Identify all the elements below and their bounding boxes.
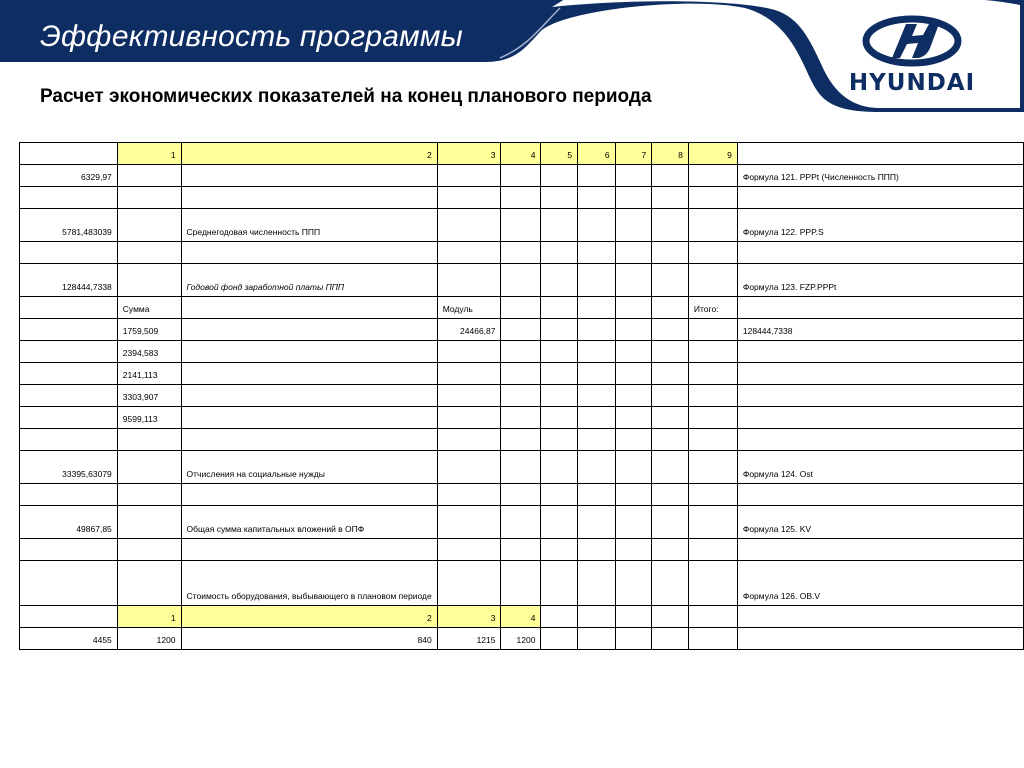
cell	[117, 165, 181, 187]
cell	[117, 264, 181, 297]
cell	[117, 561, 181, 606]
cell	[578, 341, 615, 363]
cell	[181, 385, 437, 407]
table-row	[20, 187, 1024, 209]
cell	[501, 264, 541, 297]
cell	[501, 407, 541, 429]
cell	[541, 363, 578, 385]
cell	[501, 187, 541, 209]
cell	[541, 187, 578, 209]
hyundai-emblem-icon	[846, 12, 978, 70]
header-cell	[20, 143, 118, 165]
sum-cell: 2141,113	[117, 363, 181, 385]
formula-cell: Формула 121. PPPt (Численность ППП)	[737, 165, 1023, 187]
cell	[117, 429, 181, 451]
hyundai-wordmark: HYUNDAI	[848, 70, 976, 96]
cell	[437, 561, 501, 606]
cell	[20, 385, 118, 407]
cell	[20, 319, 118, 341]
cell	[437, 363, 501, 385]
sum-cell: 3303,907	[117, 385, 181, 407]
cell	[578, 506, 615, 539]
table-row	[20, 539, 1024, 561]
cell	[652, 451, 689, 484]
cell	[688, 264, 737, 297]
sum-label-cell: Сумма	[117, 297, 181, 319]
cell	[615, 165, 652, 187]
sum-cell: 1759,509	[117, 319, 181, 341]
cell	[578, 451, 615, 484]
cell	[437, 341, 501, 363]
label-cell: Стоимость оборудования, выбывающего в плановом периоде	[181, 561, 437, 606]
cell	[181, 484, 437, 506]
value-cell: 5781,483039	[20, 209, 118, 242]
cell	[117, 209, 181, 242]
cell	[117, 506, 181, 539]
cell	[501, 209, 541, 242]
cell	[615, 628, 652, 650]
table-row	[20, 242, 1024, 264]
cell	[181, 429, 437, 451]
cell	[437, 242, 501, 264]
table-row	[20, 319, 1024, 341]
cell	[501, 165, 541, 187]
cell	[437, 429, 501, 451]
cell	[20, 363, 118, 385]
cell	[181, 242, 437, 264]
cell	[181, 187, 437, 209]
cell	[501, 363, 541, 385]
cell	[578, 429, 615, 451]
formula-cell: Формула 122. PPP.S	[737, 209, 1023, 242]
cell	[615, 407, 652, 429]
header-cell: 4	[501, 143, 541, 165]
cell	[20, 429, 118, 451]
total-label-cell: Итого:	[688, 297, 737, 319]
cell	[652, 506, 689, 539]
cell	[578, 628, 615, 650]
cell	[437, 187, 501, 209]
formula-cell: Формула 124. Ost	[737, 451, 1023, 484]
cell	[615, 385, 652, 407]
cell	[501, 451, 541, 484]
cell	[541, 385, 578, 407]
cell	[615, 264, 652, 297]
header-cell: 9	[688, 143, 737, 165]
table-row	[20, 165, 1024, 187]
cell	[578, 242, 615, 264]
table-row	[20, 561, 1024, 606]
cell	[181, 363, 437, 385]
value-cell: 1200	[501, 628, 541, 650]
cell	[688, 606, 737, 628]
header-cell: 7	[615, 143, 652, 165]
cell	[181, 341, 437, 363]
cell	[652, 209, 689, 242]
cell	[578, 385, 615, 407]
cell	[437, 209, 501, 242]
sum-cell: 2394,583	[117, 341, 181, 363]
cell	[688, 484, 737, 506]
module-cell: 24466,87	[437, 319, 501, 341]
cell	[541, 264, 578, 297]
total-cell: 128444,7338	[737, 319, 1023, 341]
cell	[501, 429, 541, 451]
cell	[20, 341, 118, 363]
cell	[688, 407, 737, 429]
label-cell	[181, 264, 437, 297]
header-cell: 2	[181, 143, 437, 165]
cell	[437, 506, 501, 539]
cell	[615, 429, 652, 451]
cell	[652, 297, 689, 319]
cell	[20, 484, 118, 506]
table-row	[20, 506, 1024, 539]
cell	[437, 264, 501, 297]
cell	[737, 628, 1023, 650]
cell	[578, 606, 615, 628]
cell	[117, 539, 181, 561]
table-row	[20, 429, 1024, 451]
cell	[737, 539, 1023, 561]
value-cell: 4455	[20, 628, 118, 650]
table-row	[20, 606, 1024, 628]
value-cell: 6329,97	[20, 165, 118, 187]
cell	[652, 429, 689, 451]
cell	[437, 385, 501, 407]
cell	[615, 606, 652, 628]
cell	[578, 539, 615, 561]
cell	[541, 429, 578, 451]
cell	[737, 407, 1023, 429]
cell	[615, 363, 652, 385]
table-row	[20, 297, 1024, 319]
formula-cell: Формула 126. OB.V	[737, 561, 1023, 606]
module-label-cell: Модуль	[437, 297, 501, 319]
cell	[652, 628, 689, 650]
label-cell: Общая сумма капитальных вложений в ОПФ	[181, 506, 437, 539]
cell	[501, 297, 541, 319]
calculation-table	[19, 142, 1024, 650]
cell	[541, 539, 578, 561]
cell	[615, 484, 652, 506]
cell	[437, 407, 501, 429]
cell	[737, 385, 1023, 407]
cell	[541, 606, 578, 628]
hyundai-logo	[846, 12, 978, 100]
number-cell: 4	[501, 606, 541, 628]
table-row	[20, 363, 1024, 385]
cell	[437, 484, 501, 506]
cell	[615, 297, 652, 319]
cell	[541, 484, 578, 506]
cell	[652, 606, 689, 628]
value-cell: 1215	[437, 628, 501, 650]
table-row	[20, 209, 1024, 242]
cell	[688, 165, 737, 187]
cell	[688, 628, 737, 650]
cell	[652, 407, 689, 429]
cell	[20, 187, 118, 209]
cell	[615, 242, 652, 264]
page-title: Эффективность программы	[40, 20, 463, 53]
cell	[615, 561, 652, 606]
cell	[541, 341, 578, 363]
cell	[615, 451, 652, 484]
cell	[688, 209, 737, 242]
table-row	[20, 407, 1024, 429]
cell	[541, 628, 578, 650]
cell	[541, 242, 578, 264]
header-cell: 3	[437, 143, 501, 165]
formula-cell: Формула 125. KV	[737, 506, 1023, 539]
cell	[688, 561, 737, 606]
cell	[181, 407, 437, 429]
cell	[615, 319, 652, 341]
header-cell: 8	[652, 143, 689, 165]
cell	[688, 451, 737, 484]
cell	[615, 539, 652, 561]
cell	[615, 506, 652, 539]
cell	[737, 187, 1023, 209]
value-cell: 840	[181, 628, 437, 650]
value-cell: 1200	[117, 628, 181, 650]
cell	[737, 341, 1023, 363]
cell	[615, 209, 652, 242]
cell	[688, 187, 737, 209]
cell	[615, 187, 652, 209]
cell	[578, 209, 615, 242]
cell	[578, 407, 615, 429]
cell	[578, 484, 615, 506]
cell	[652, 539, 689, 561]
cell	[578, 264, 615, 297]
cell	[578, 165, 615, 187]
cell	[541, 297, 578, 319]
cell	[181, 297, 437, 319]
cell	[652, 341, 689, 363]
formula-cell: Формула 123. FZP.PPPt	[737, 264, 1023, 297]
cell	[541, 451, 578, 484]
value-cell: 33395,63079	[20, 451, 118, 484]
cell	[688, 341, 737, 363]
cell	[501, 242, 541, 264]
cell	[501, 561, 541, 606]
cell	[615, 341, 652, 363]
cell	[541, 165, 578, 187]
cell	[652, 165, 689, 187]
table-row	[20, 385, 1024, 407]
cell	[578, 187, 615, 209]
cell	[578, 319, 615, 341]
cell	[688, 539, 737, 561]
cell	[181, 539, 437, 561]
cell	[737, 242, 1023, 264]
cell	[578, 297, 615, 319]
table-row	[20, 628, 1024, 650]
cell	[541, 407, 578, 429]
table-row	[20, 341, 1024, 363]
sum-cell: 9599,113	[117, 407, 181, 429]
cell	[20, 606, 118, 628]
cell	[737, 606, 1023, 628]
cell	[501, 341, 541, 363]
label-text: Годовой фонд заработной платы ППП	[186, 282, 345, 292]
cell	[501, 319, 541, 341]
cell	[688, 319, 737, 341]
cell	[688, 429, 737, 451]
table-row	[20, 264, 1024, 297]
number-cell: 3	[437, 606, 501, 628]
cell	[117, 242, 181, 264]
cell	[652, 561, 689, 606]
cell	[652, 484, 689, 506]
cell	[652, 264, 689, 297]
cell	[688, 363, 737, 385]
cell	[20, 561, 118, 606]
cell	[117, 187, 181, 209]
label-cell: Отчисления на социальные нужды	[181, 451, 437, 484]
header-cell: 6	[578, 143, 615, 165]
cell	[737, 363, 1023, 385]
label-cell: Среднегодовая численность ППП	[181, 209, 437, 242]
cell	[737, 429, 1023, 451]
cell	[578, 561, 615, 606]
cell	[541, 561, 578, 606]
cell	[20, 407, 118, 429]
header-cell: 1	[117, 143, 181, 165]
cell	[20, 297, 118, 319]
header-cell	[737, 143, 1023, 165]
cell	[652, 363, 689, 385]
cell	[117, 484, 181, 506]
cell	[688, 385, 737, 407]
cell	[437, 165, 501, 187]
cell	[737, 297, 1023, 319]
cell	[501, 506, 541, 539]
cell	[652, 187, 689, 209]
cell	[501, 484, 541, 506]
number-cell: 2	[181, 606, 437, 628]
cell	[20, 242, 118, 264]
table-row	[20, 484, 1024, 506]
page-subtitle: Расчет экономических показателей на конец планового периода	[40, 86, 652, 107]
cell	[652, 319, 689, 341]
cell	[437, 539, 501, 561]
cell	[541, 209, 578, 242]
cell	[117, 451, 181, 484]
cell	[578, 363, 615, 385]
cell	[501, 385, 541, 407]
cell	[737, 484, 1023, 506]
cell	[652, 242, 689, 264]
value-cell: 128444,7338	[20, 264, 118, 297]
cell	[652, 385, 689, 407]
column-number-row	[20, 143, 1024, 165]
table-row	[20, 451, 1024, 484]
number-cell: 1	[117, 606, 181, 628]
cell	[20, 539, 118, 561]
cell	[181, 165, 437, 187]
cell	[688, 506, 737, 539]
header-cell: 5	[541, 143, 578, 165]
cell	[541, 506, 578, 539]
cell	[181, 319, 437, 341]
cell	[501, 539, 541, 561]
cell	[437, 451, 501, 484]
cell	[541, 319, 578, 341]
cell	[688, 242, 737, 264]
value-cell: 49867,85	[20, 506, 118, 539]
